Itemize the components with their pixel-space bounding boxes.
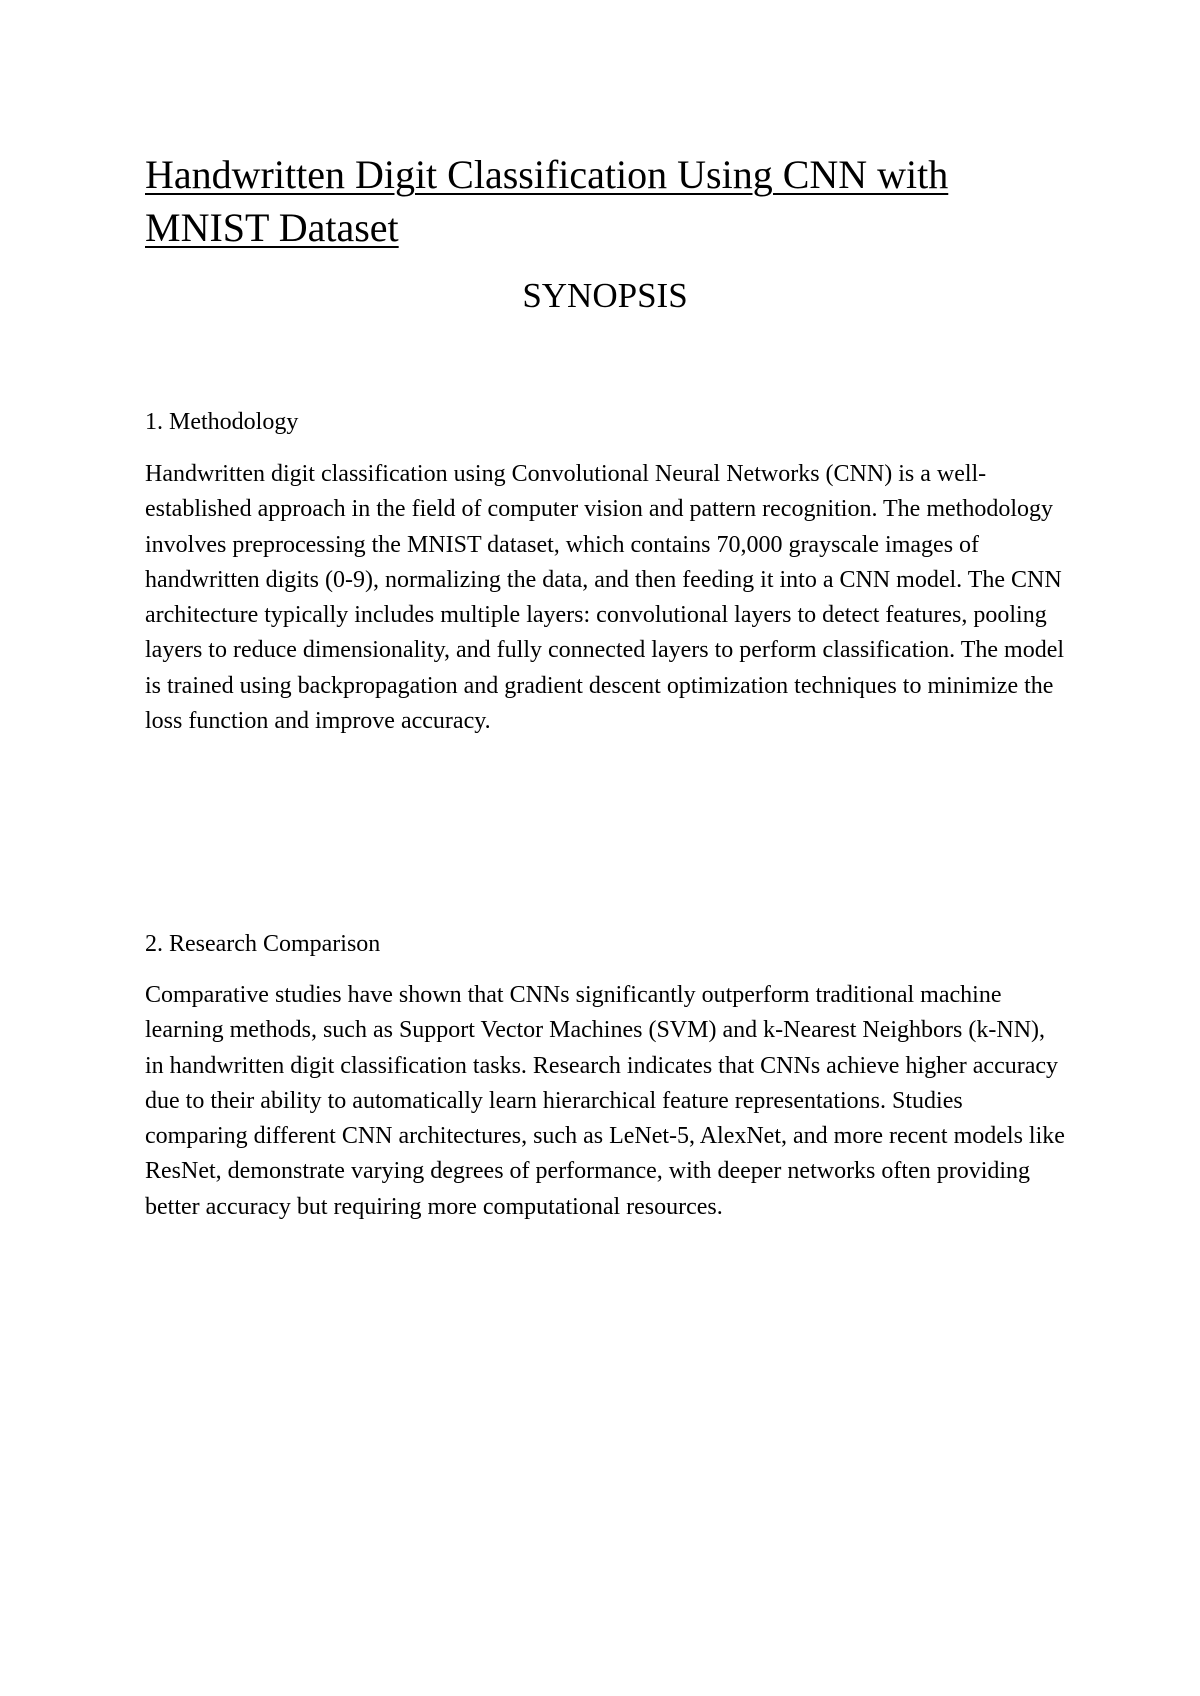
section-body-research-comparison: Comparative studies have shown that CNNs significantly outperform traditional machine learning methods, such as Support Vector Machines (SVM) and k-Nearest Neighbors (k-NN), in handwritten digit classification tasks. Research indicates that CNNs achieve higher accuracy due to their ability to automatically learn hierarchical feature representations. Studies comparing different CNN architectures, such as LeNet-5, AlexNet, and more recent models like ResNet, demonstrate varying degrees of performance, with deeper networks often providing better accuracy but requiring more computational resources. (145, 982, 1065, 1220)
section-body-methodology: Handwritten digit classification using Convolutional Neural Networks (CNN) is a well-established approach in the field of computer vision and pattern recognition. The methodology involves preprocessing the MNIST dataset, which contains 70,000 grayscale images of handwritten digits (0-9), normalizing the data, and then feeding it into a CNN model. The CNN architecture typically includes multiple layers: convolutional layers to detect features, pooling layers to reduce dimensionality, and fully connected layers to perform classification. The model is trained using backpropagation and gradient descent optimization techniques to minimize the loss function and improve accuracy. (145, 461, 1065, 735)
section-heading-research-comparison: 2. Research Comparison (145, 931, 381, 957)
section-heading-methodology: 1. Methodology (145, 409, 299, 435)
document-subtitle: SYNOPSIS (522, 276, 688, 315)
document-title: Handwritten Digit Classification Using CNN with MNIST Dataset (145, 152, 949, 250)
